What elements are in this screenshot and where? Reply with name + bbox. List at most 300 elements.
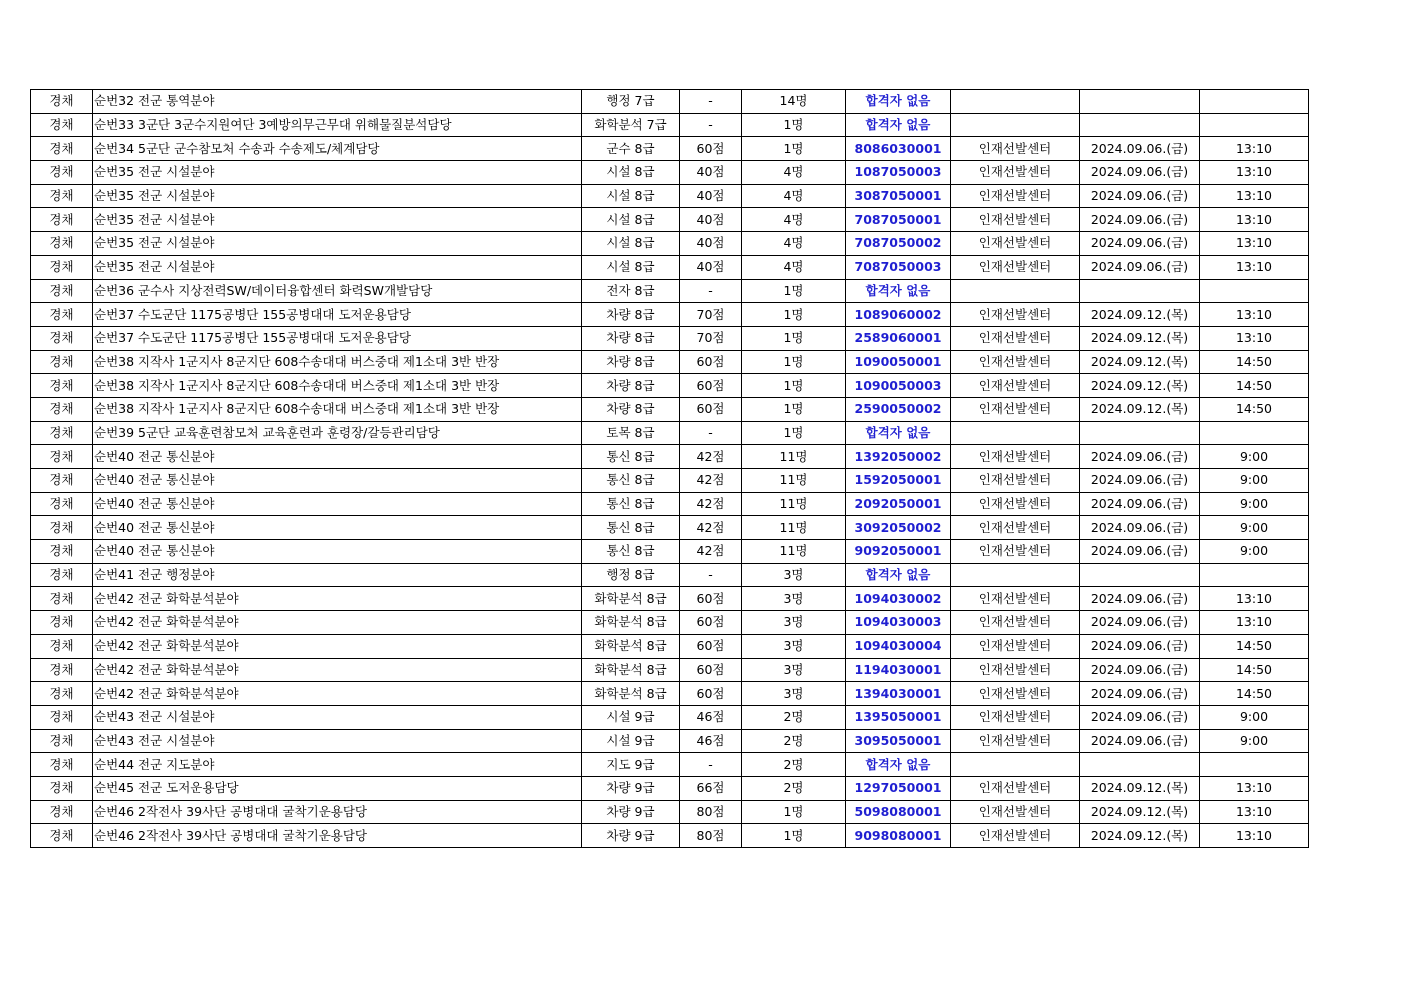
venue-cell: 인재선발센터 [951, 492, 1080, 516]
date-cell: 2024.09.06.(금) [1080, 161, 1200, 185]
cutoff-cell: 46점 [680, 729, 742, 753]
cutoff-cell: 42점 [680, 516, 742, 540]
venue-cell: 인재선발센터 [951, 161, 1080, 185]
grade-cell: 지도 9급 [582, 753, 680, 777]
grade-cell: 통신 8급 [582, 469, 680, 493]
type-cell: 경채 [31, 421, 93, 445]
type-cell: 경채 [31, 729, 93, 753]
time-cell: 9:00 [1200, 705, 1309, 729]
grade-cell: 통신 8급 [582, 540, 680, 564]
cutoff-cell: - [680, 563, 742, 587]
date-cell: 2024.09.12.(목) [1080, 397, 1200, 421]
cutoff-cell: 42점 [680, 540, 742, 564]
applicant-number-cell: 합격자 없음 [846, 279, 951, 303]
date-cell: 2024.09.06.(금) [1080, 611, 1200, 635]
type-cell: 경채 [31, 326, 93, 350]
applicant-number-cell: 1090050001 [846, 350, 951, 374]
quota-cell: 14명 [742, 90, 846, 114]
time-cell [1200, 421, 1309, 445]
table-row [31, 374, 1309, 398]
grade-cell: 화학분석 8급 [582, 611, 680, 635]
cutoff-cell: 60점 [680, 137, 742, 161]
date-cell [1080, 279, 1200, 303]
cutoff-cell: 60점 [680, 587, 742, 611]
table-row [31, 303, 1309, 327]
applicant-number-cell: 3087050001 [846, 184, 951, 208]
date-cell: 2024.09.12.(목) [1080, 824, 1200, 848]
table-row [31, 397, 1309, 421]
cutoff-cell: - [680, 113, 742, 137]
grade-cell: 차량 8급 [582, 374, 680, 398]
type-cell: 경채 [31, 492, 93, 516]
grade-cell: 화학분석 8급 [582, 682, 680, 706]
type-cell: 경채 [31, 184, 93, 208]
table-row [31, 350, 1309, 374]
date-cell: 2024.09.06.(금) [1080, 587, 1200, 611]
applicant-number-cell: 3092050002 [846, 516, 951, 540]
venue-cell [951, 113, 1080, 137]
quota-cell: 3명 [742, 611, 846, 635]
table-row [31, 540, 1309, 564]
position-cell: 순번38 지작사 1군지사 8군지단 608수송대대 버스중대 제1소대 3반 반장 [93, 397, 582, 421]
quota-cell: 1명 [742, 374, 846, 398]
cutoff-cell: 40점 [680, 232, 742, 256]
applicant-number-cell: 1089060002 [846, 303, 951, 327]
cutoff-cell: - [680, 90, 742, 114]
type-cell: 경채 [31, 634, 93, 658]
position-cell: 순번40 전군 통신분야 [93, 516, 582, 540]
applicant-number-cell: 1297050001 [846, 776, 951, 800]
date-cell: 2024.09.06.(금) [1080, 682, 1200, 706]
quota-cell: 2명 [742, 705, 846, 729]
time-cell [1200, 113, 1309, 137]
table-row [31, 113, 1309, 137]
time-cell: 13:10 [1200, 800, 1309, 824]
time-cell: 14:50 [1200, 397, 1309, 421]
position-cell: 순번44 전군 지도분야 [93, 753, 582, 777]
venue-cell: 인재선발센터 [951, 374, 1080, 398]
position-cell: 순번35 전군 시설분야 [93, 208, 582, 232]
position-cell: 순번36 군수사 지상전력SW/데이터융합센터 화력SW개발담당 [93, 279, 582, 303]
quota-cell: 4명 [742, 208, 846, 232]
table-row [31, 753, 1309, 777]
grade-cell: 차량 8급 [582, 350, 680, 374]
table-row [31, 800, 1309, 824]
quota-cell: 11명 [742, 492, 846, 516]
cutoff-cell: 70점 [680, 303, 742, 327]
position-cell: 순번38 지작사 1군지사 8군지단 608수송대대 버스중대 제1소대 3반 반장 [93, 374, 582, 398]
grade-cell: 시설 8급 [582, 232, 680, 256]
cutoff-cell: 40점 [680, 161, 742, 185]
time-cell [1200, 90, 1309, 114]
table-row [31, 824, 1309, 848]
venue-cell: 인재선발센터 [951, 634, 1080, 658]
table-row [31, 776, 1309, 800]
quota-cell: 1명 [742, 350, 846, 374]
time-cell: 13:10 [1200, 137, 1309, 161]
venue-cell: 인재선발센터 [951, 776, 1080, 800]
time-cell: 9:00 [1200, 445, 1309, 469]
grade-cell: 화학분석 7급 [582, 113, 680, 137]
time-cell: 9:00 [1200, 469, 1309, 493]
table-body [31, 90, 1309, 848]
time-cell: 13:10 [1200, 776, 1309, 800]
cutoff-cell: - [680, 279, 742, 303]
venue-cell: 인재선발센터 [951, 540, 1080, 564]
position-cell: 순번46 2작전사 39사단 공병대대 굴착기운용담당 [93, 824, 582, 848]
type-cell: 경채 [31, 137, 93, 161]
venue-cell: 인재선발센터 [951, 326, 1080, 350]
applicant-number-cell: 7087050001 [846, 208, 951, 232]
quota-cell: 1명 [742, 303, 846, 327]
table-row [31, 611, 1309, 635]
date-cell [1080, 563, 1200, 587]
position-cell: 순번33 3군단 3군수지원여단 3예방의무근무대 위해물질분석담당 [93, 113, 582, 137]
time-cell: 14:50 [1200, 350, 1309, 374]
type-cell: 경채 [31, 540, 93, 564]
grade-cell: 차량 9급 [582, 824, 680, 848]
table-row [31, 90, 1309, 114]
cutoff-cell: 40점 [680, 255, 742, 279]
applicant-number-cell: 1090050003 [846, 374, 951, 398]
venue-cell [951, 753, 1080, 777]
type-cell: 경채 [31, 587, 93, 611]
date-cell [1080, 113, 1200, 137]
quota-cell: 4명 [742, 255, 846, 279]
venue-cell: 인재선발센터 [951, 658, 1080, 682]
table-row [31, 279, 1309, 303]
type-cell: 경채 [31, 374, 93, 398]
applicant-number-cell: 5098080001 [846, 800, 951, 824]
position-cell: 순번37 수도군단 1175공병단 155공병대대 도저운용담당 [93, 303, 582, 327]
position-cell: 순번39 5군단 교육훈련참모처 교육훈련과 훈령장/갈등관리담당 [93, 421, 582, 445]
cutoff-cell: 80점 [680, 800, 742, 824]
applicant-number-cell: 1394030001 [846, 682, 951, 706]
grade-cell: 시설 9급 [582, 729, 680, 753]
applicant-number-cell: 1592050001 [846, 469, 951, 493]
time-cell: 14:50 [1200, 374, 1309, 398]
cutoff-cell: 42점 [680, 445, 742, 469]
position-cell: 순번40 전군 통신분야 [93, 540, 582, 564]
cutoff-cell: 60점 [680, 682, 742, 706]
quota-cell: 4명 [742, 184, 846, 208]
grade-cell: 통신 8급 [582, 492, 680, 516]
quota-cell: 1명 [742, 137, 846, 161]
type-cell: 경채 [31, 303, 93, 327]
applicant-number-cell: 7087050003 [846, 255, 951, 279]
venue-cell [951, 279, 1080, 303]
position-cell: 순번40 전군 통신분야 [93, 445, 582, 469]
venue-cell: 인재선발센터 [951, 303, 1080, 327]
position-cell: 순번40 전군 통신분야 [93, 469, 582, 493]
type-cell: 경채 [31, 824, 93, 848]
date-cell: 2024.09.06.(금) [1080, 184, 1200, 208]
type-cell: 경채 [31, 161, 93, 185]
type-cell: 경채 [31, 800, 93, 824]
position-cell: 순번43 전군 시설분야 [93, 729, 582, 753]
type-cell: 경채 [31, 232, 93, 256]
grade-cell: 토목 8급 [582, 421, 680, 445]
position-cell: 순번35 전군 시설분야 [93, 161, 582, 185]
cutoff-cell: 40점 [680, 208, 742, 232]
cutoff-cell: 80점 [680, 824, 742, 848]
date-cell: 2024.09.12.(목) [1080, 350, 1200, 374]
venue-cell: 인재선발센터 [951, 208, 1080, 232]
date-cell: 2024.09.06.(금) [1080, 208, 1200, 232]
venue-cell: 인재선발센터 [951, 469, 1080, 493]
position-cell: 순번46 2작전사 39사단 공병대대 굴착기운용담당 [93, 800, 582, 824]
type-cell: 경채 [31, 611, 93, 635]
cutoff-cell: 42점 [680, 469, 742, 493]
date-cell: 2024.09.06.(금) [1080, 232, 1200, 256]
table-row [31, 729, 1309, 753]
applicant-number-cell: 합격자 없음 [846, 421, 951, 445]
position-cell: 순번37 수도군단 1175공병단 155공병대대 도저운용담당 [93, 326, 582, 350]
applicant-number-cell: 9092050001 [846, 540, 951, 564]
time-cell: 13:10 [1200, 611, 1309, 635]
time-cell [1200, 279, 1309, 303]
cutoff-cell: 42점 [680, 492, 742, 516]
date-cell: 2024.09.06.(금) [1080, 516, 1200, 540]
position-cell: 순번45 전군 도저운용담당 [93, 776, 582, 800]
grade-cell: 행정 7급 [582, 90, 680, 114]
type-cell: 경채 [31, 350, 93, 374]
cutoff-cell: 46점 [680, 705, 742, 729]
cutoff-cell: - [680, 421, 742, 445]
date-cell: 2024.09.06.(금) [1080, 634, 1200, 658]
quota-cell: 3명 [742, 682, 846, 706]
date-cell: 2024.09.06.(금) [1080, 492, 1200, 516]
applicant-number-cell: 합격자 없음 [846, 753, 951, 777]
applicant-number-cell: 9098080001 [846, 824, 951, 848]
type-cell: 경채 [31, 563, 93, 587]
date-cell: 2024.09.06.(금) [1080, 255, 1200, 279]
applicant-number-cell: 2589060001 [846, 326, 951, 350]
type-cell: 경채 [31, 255, 93, 279]
applicant-number-cell: 1094030004 [846, 634, 951, 658]
time-cell: 13:10 [1200, 303, 1309, 327]
quota-cell: 2명 [742, 776, 846, 800]
venue-cell: 인재선발센터 [951, 587, 1080, 611]
applicant-number-cell: 1395050001 [846, 705, 951, 729]
date-cell: 2024.09.12.(목) [1080, 776, 1200, 800]
type-cell: 경채 [31, 682, 93, 706]
type-cell: 경채 [31, 469, 93, 493]
applicant-number-cell: 1094030003 [846, 611, 951, 635]
quota-cell: 11명 [742, 469, 846, 493]
table-row [31, 445, 1309, 469]
position-cell: 순번35 전군 시설분야 [93, 184, 582, 208]
quota-cell: 11명 [742, 516, 846, 540]
type-cell: 경채 [31, 90, 93, 114]
table-row [31, 469, 1309, 493]
table-row [31, 705, 1309, 729]
position-cell: 순번42 전군 화학분석분야 [93, 587, 582, 611]
quota-cell: 1명 [742, 326, 846, 350]
table-row [31, 516, 1309, 540]
venue-cell: 인재선발센터 [951, 611, 1080, 635]
venue-cell: 인재선발센터 [951, 232, 1080, 256]
type-cell: 경채 [31, 445, 93, 469]
quota-cell: 3명 [742, 587, 846, 611]
venue-cell: 인재선발센터 [951, 184, 1080, 208]
position-cell: 순번41 전군 행정분야 [93, 563, 582, 587]
quota-cell: 4명 [742, 232, 846, 256]
time-cell: 14:50 [1200, 682, 1309, 706]
venue-cell: 인재선발센터 [951, 824, 1080, 848]
quota-cell: 1명 [742, 113, 846, 137]
position-cell: 순번42 전군 화학분석분야 [93, 611, 582, 635]
grade-cell: 화학분석 8급 [582, 634, 680, 658]
position-cell: 순번35 전군 시설분야 [93, 232, 582, 256]
venue-cell: 인재선발센터 [951, 682, 1080, 706]
time-cell: 13:10 [1200, 161, 1309, 185]
quota-cell: 2명 [742, 753, 846, 777]
position-cell: 순번32 전군 통역분야 [93, 90, 582, 114]
grade-cell: 전자 8급 [582, 279, 680, 303]
table-row [31, 658, 1309, 682]
cutoff-cell: 70점 [680, 326, 742, 350]
cutoff-cell: 66점 [680, 776, 742, 800]
applicant-number-cell: 합격자 없음 [846, 90, 951, 114]
time-cell: 14:50 [1200, 658, 1309, 682]
position-cell: 순번40 전군 통신분야 [93, 492, 582, 516]
time-cell: 13:10 [1200, 184, 1309, 208]
table-row [31, 492, 1309, 516]
venue-cell: 인재선발센터 [951, 255, 1080, 279]
applicant-number-cell: 2092050001 [846, 492, 951, 516]
table-row [31, 587, 1309, 611]
time-cell: 9:00 [1200, 492, 1309, 516]
applicant-number-cell: 1194030001 [846, 658, 951, 682]
grade-cell: 시설 8급 [582, 255, 680, 279]
date-cell: 2024.09.12.(목) [1080, 374, 1200, 398]
table-row [31, 161, 1309, 185]
quota-cell: 11명 [742, 445, 846, 469]
time-cell [1200, 563, 1309, 587]
grade-cell: 화학분석 8급 [582, 587, 680, 611]
quota-cell: 1명 [742, 397, 846, 421]
venue-cell: 인재선발센터 [951, 800, 1080, 824]
date-cell: 2024.09.06.(금) [1080, 705, 1200, 729]
date-cell: 2024.09.06.(금) [1080, 137, 1200, 161]
grade-cell: 시설 9급 [582, 705, 680, 729]
table-row [31, 634, 1309, 658]
cutoff-cell: - [680, 753, 742, 777]
date-cell: 2024.09.06.(금) [1080, 658, 1200, 682]
position-cell: 순번38 지작사 1군지사 8군지단 608수송대대 버스중대 제1소대 3반 반장 [93, 350, 582, 374]
table-row [31, 326, 1309, 350]
applicant-number-cell: 8086030001 [846, 137, 951, 161]
date-cell: 2024.09.12.(목) [1080, 800, 1200, 824]
venue-cell: 인재선발센터 [951, 729, 1080, 753]
applicant-number-cell: 7087050002 [846, 232, 951, 256]
cutoff-cell: 40점 [680, 184, 742, 208]
grade-cell: 행정 8급 [582, 563, 680, 587]
cutoff-cell: 60점 [680, 374, 742, 398]
grade-cell: 차량 8급 [582, 397, 680, 421]
time-cell: 13:10 [1200, 232, 1309, 256]
venue-cell [951, 421, 1080, 445]
position-cell: 순번42 전군 화학분석분야 [93, 634, 582, 658]
quota-cell: 3명 [742, 634, 846, 658]
table-row [31, 232, 1309, 256]
venue-cell [951, 563, 1080, 587]
venue-cell: 인재선발센터 [951, 137, 1080, 161]
time-cell: 13:10 [1200, 326, 1309, 350]
applicant-number-cell: 2590050002 [846, 397, 951, 421]
date-cell [1080, 90, 1200, 114]
grade-cell: 시설 8급 [582, 184, 680, 208]
venue-cell: 인재선발센터 [951, 705, 1080, 729]
applicant-number-cell: 합격자 없음 [846, 563, 951, 587]
type-cell: 경채 [31, 658, 93, 682]
type-cell: 경채 [31, 516, 93, 540]
time-cell [1200, 753, 1309, 777]
type-cell: 경채 [31, 397, 93, 421]
time-cell: 13:10 [1200, 255, 1309, 279]
venue-cell: 인재선발센터 [951, 516, 1080, 540]
grade-cell: 통신 8급 [582, 445, 680, 469]
grade-cell: 차량 8급 [582, 303, 680, 327]
time-cell: 13:10 [1200, 824, 1309, 848]
applicant-number-cell: 1094030002 [846, 587, 951, 611]
quota-cell: 1명 [742, 824, 846, 848]
quota-cell: 11명 [742, 540, 846, 564]
results-table [30, 89, 1309, 848]
grade-cell: 시설 8급 [582, 161, 680, 185]
applicant-number-cell: 1392050002 [846, 445, 951, 469]
cutoff-cell: 60점 [680, 634, 742, 658]
applicant-number-cell: 합격자 없음 [846, 113, 951, 137]
table-row [31, 255, 1309, 279]
date-cell: 2024.09.12.(목) [1080, 303, 1200, 327]
date-cell: 2024.09.06.(금) [1080, 540, 1200, 564]
cutoff-cell: 60점 [680, 397, 742, 421]
quota-cell: 2명 [742, 729, 846, 753]
venue-cell: 인재선발센터 [951, 397, 1080, 421]
grade-cell: 군수 8급 [582, 137, 680, 161]
table-row [31, 563, 1309, 587]
time-cell: 13:10 [1200, 587, 1309, 611]
table-row [31, 682, 1309, 706]
grade-cell: 시설 8급 [582, 208, 680, 232]
date-cell [1080, 753, 1200, 777]
cutoff-cell: 60점 [680, 658, 742, 682]
type-cell: 경채 [31, 208, 93, 232]
type-cell: 경채 [31, 113, 93, 137]
time-cell: 14:50 [1200, 634, 1309, 658]
time-cell: 9:00 [1200, 729, 1309, 753]
grade-cell: 차량 9급 [582, 800, 680, 824]
quota-cell: 1명 [742, 800, 846, 824]
quota-cell: 1명 [742, 279, 846, 303]
date-cell: 2024.09.06.(금) [1080, 729, 1200, 753]
table-row [31, 421, 1309, 445]
date-cell: 2024.09.06.(금) [1080, 445, 1200, 469]
date-cell [1080, 421, 1200, 445]
venue-cell [951, 90, 1080, 114]
quota-cell: 3명 [742, 563, 846, 587]
grade-cell: 차량 8급 [582, 326, 680, 350]
position-cell: 순번42 전군 화학분석분야 [93, 682, 582, 706]
type-cell: 경채 [31, 753, 93, 777]
position-cell: 순번34 5군단 군수참모처 수송과 수송제도/체계담당 [93, 137, 582, 161]
grade-cell: 화학분석 8급 [582, 658, 680, 682]
table-row [31, 208, 1309, 232]
type-cell: 경채 [31, 776, 93, 800]
cutoff-cell: 60점 [680, 611, 742, 635]
